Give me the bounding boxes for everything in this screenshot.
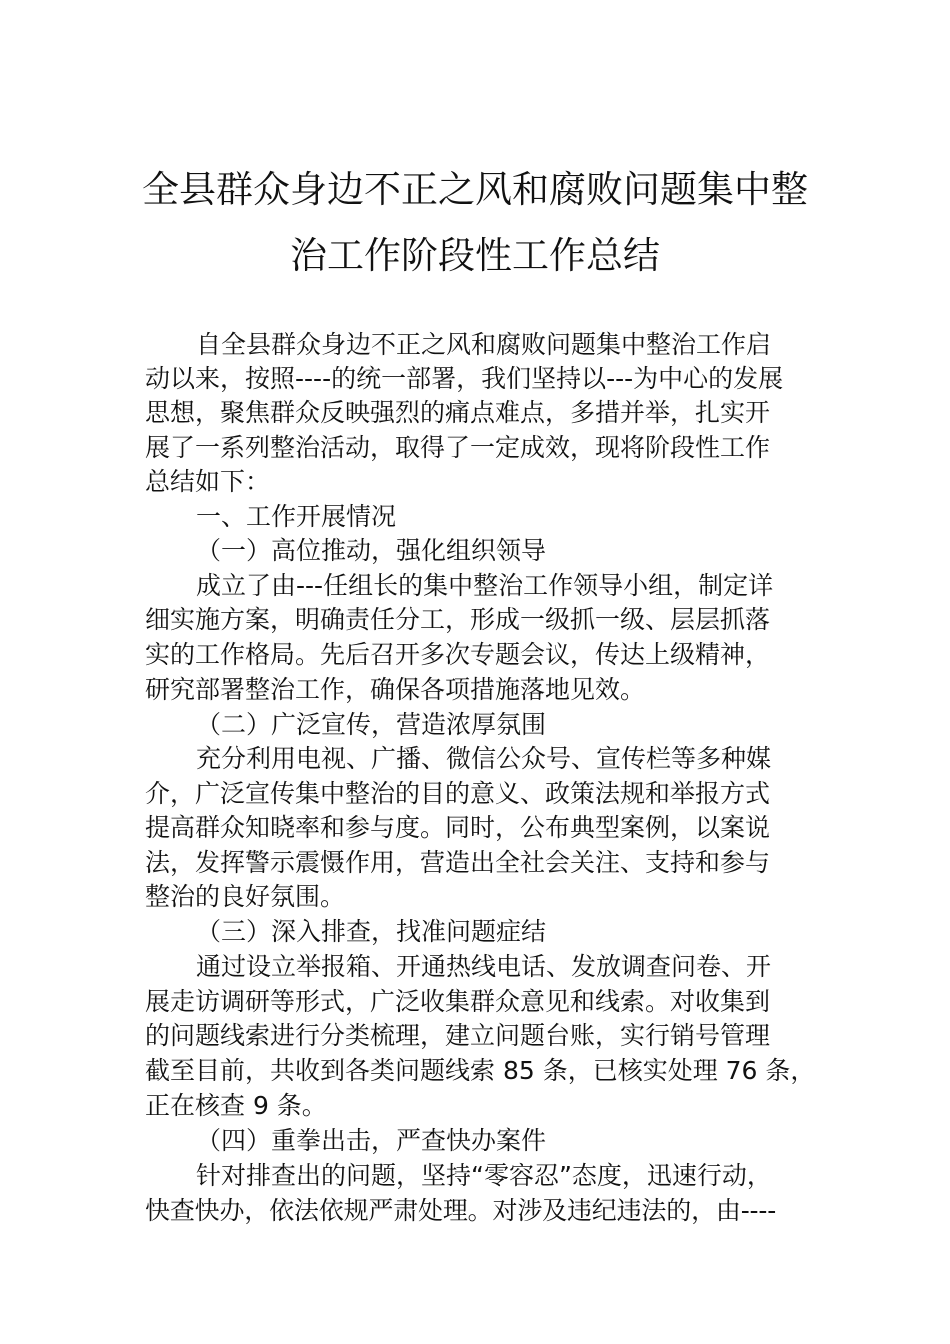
paragraph-line: 介，广泛宣传集中整治的目的意义、政策法规和举报方式 <box>145 779 771 808</box>
paragraph-line: 提高群众知晓率和参与度。同时，公布典型案例，以案说 <box>145 813 771 842</box>
paragraph-line: 快查快办，依法依规严肃处理。对涉及违纪违法的，由---- <box>145 1196 777 1225</box>
paragraph-line: （三）深入排查，找准问题症结 <box>196 917 547 946</box>
paragraph-line: 法，发挥警示震慑作用，营造出全社会关注、支持和参与 <box>145 848 771 877</box>
paragraph-line: 的问题线索进行分类梳理，建立问题台账，实行销号管理 <box>145 1021 771 1050</box>
paragraph-line: 充分利用电视、广播、微信公众号、宣传栏等多种媒 <box>196 744 772 773</box>
document-title-line-1: 全县群众身边不正之风和腐败问题集中整 <box>142 168 808 211</box>
paragraph-line: 展了一系列整治活动，取得了一定成效，现将阶段性工作 <box>145 433 771 462</box>
paragraph-line: 通过设立举报箱、开通热线电话、发放调查问卷、开 <box>196 952 772 981</box>
paragraph-line: （二）广泛宣传，营造浓厚氛围 <box>196 710 547 739</box>
paragraph-line: 自全县群众身边不正之风和腐败问题集中整治工作启 <box>196 330 772 359</box>
document-title-line-2: 治工作阶段性工作总结 <box>290 234 660 277</box>
paragraph-line: 截至目前，共收到各类问题线索 85 条，已核实处理 76 条， <box>145 1056 816 1085</box>
paragraph-line: 展走访调研等形式，广泛收集群众意见和线索。对收集到 <box>145 987 771 1016</box>
paragraph-line: 一、工作开展情况 <box>196 502 397 531</box>
paragraph-line: 整治的良好氛围。 <box>145 882 346 911</box>
paragraph-line: 动以来，按照----的统一部署，我们坚持以---为中心的发展 <box>145 364 784 393</box>
paragraph-line: 正在核查 9 条。 <box>145 1091 327 1120</box>
paragraph-line: （一）高位推动，强化组织领导 <box>196 536 547 565</box>
paragraph-line: 思想，聚焦群众反映强烈的痛点难点，多措并举，扎实开 <box>145 398 771 427</box>
paragraph-line: 细实施方案，明确责任分工，形成一级抓一级、层层抓落 <box>145 605 771 634</box>
paragraph-line: 研究部署整治工作，确保各项措施落地见效。 <box>145 675 646 704</box>
paragraph-line: 实的工作格局。先后召开多次专题会议，传达上级精神， <box>145 640 771 669</box>
paragraph-line: 成立了由---任组长的集中整治工作领导小组，制定详 <box>196 571 774 600</box>
paragraph-line: （四）重拳出击，严查快办案件 <box>196 1126 547 1155</box>
paragraph-line: 总结如下： <box>145 467 271 496</box>
paragraph-line: 针对排查出的问题，坚持“零容忍”态度，迅速行动， <box>196 1161 772 1190</box>
